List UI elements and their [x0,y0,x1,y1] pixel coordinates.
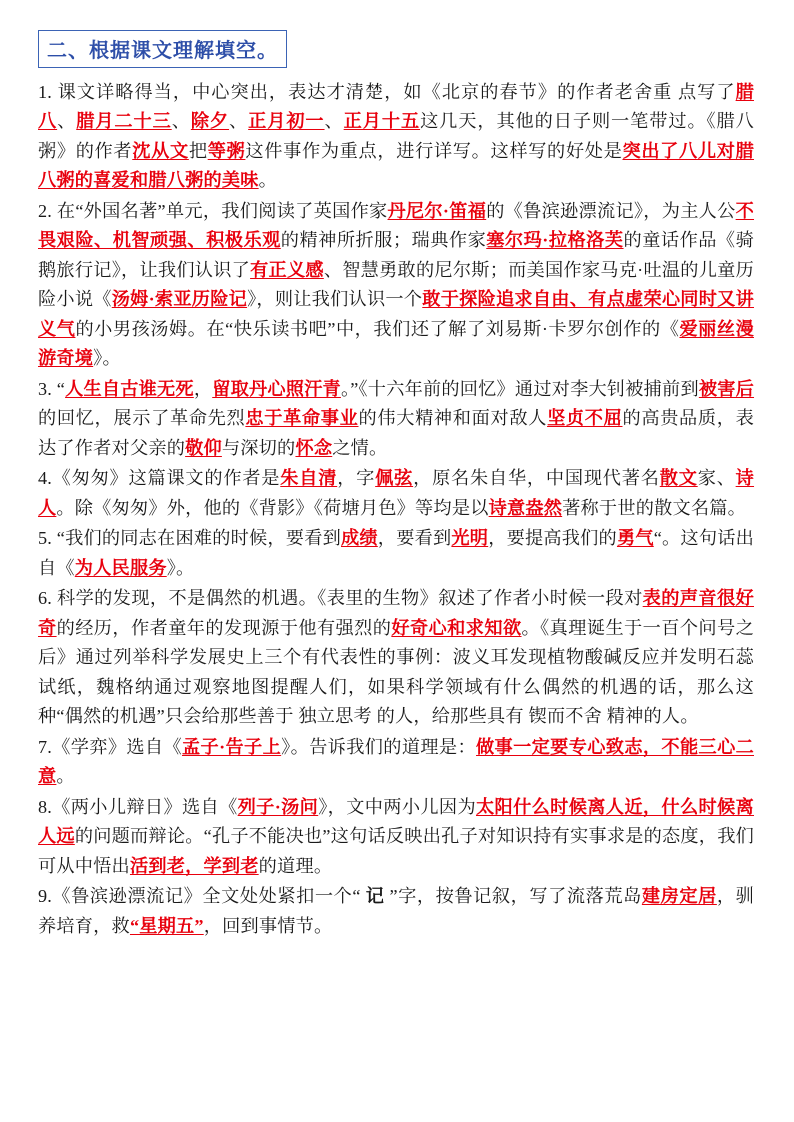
static-text: 这件事作为重点，进行详写。这样写的好处是 [245,140,623,161]
answer-blank-text: 忠于革命事业 [245,408,359,429]
answer-blank-text: 腊八 [38,82,754,132]
static-text: ，驯养培育，救 [38,886,754,936]
answer-blank-text: 丹尼尔·笛福 [387,200,487,221]
static-text: 4.《匆匆》这篇课文的作者是 [38,468,281,489]
static-text: 、 [229,111,249,132]
answer-blank-text: 建房定居 [641,886,717,907]
answer-blank-text: 敢于探险追求自由、有点虚荣心同时又讲义气 [38,289,754,339]
static-text: “。这句话出自《 [38,528,754,578]
answer-blank-text: 除夕 [190,111,230,132]
answer-blank-text: 光明 [451,528,489,549]
answer-blank-text: 不畏艰险、机智顽强、积极乐观 [38,200,755,251]
paragraph [38,197,754,374]
static-text: ， [193,378,213,399]
paragraph [38,464,754,523]
answer-blank-text: 等粥 [207,140,246,161]
static-text: 《真理诞生于一百个问号之后》通过列举科学发展史上三个有代表性的事例：波义耳发现植物酸碱反应并发明石蕊试纸，魏格纳通过观察地图提醒人们，如果科学领域有什么偶然的机遇的话，那么这种“偶然的机遇”只会给那些善于 独立思考 的人，给那些具有 锲而不舍 精神的人。 [38,617,755,727]
paragraph [38,882,754,941]
static-text: ，字 [337,468,376,489]
static-text: ”字，按鲁记叙，写了流落荒岛 [384,886,642,907]
static-text: 。”《十六年前的回忆》通过对李大钊被捕前到 [340,378,699,399]
paragraph [38,375,754,463]
static-text: 这几天，其他的日子则一笔带过。《腊八粥》的作者 [38,111,755,161]
static-text: 的童话作品《骑鹅旅行记》，让我们认识了 [38,230,754,280]
answer-blank-text: 爱丽丝漫游奇境 [38,318,754,369]
paragraph [38,793,754,881]
static-text: ，要提高我们的 [488,528,617,549]
static-text: 的回忆，展示了革命先烈 [38,408,246,429]
static-text: 重 点写了 [653,82,736,102]
static-text: 6. 科学的发现，不是偶然的机遇。《表里的生物》叙述了作者小时候一段对 [38,588,643,609]
static-text: 之情。 [332,437,388,458]
static-text: 1. 课文详略得当，中心突出，表达才清楚，如《北京的春节》的作者老舍 [38,82,654,102]
answer-blank-text: 敬仰 [185,437,222,458]
answer-blank-text: 坚贞不屈 [547,408,623,429]
answer-blank-text: 做事一定要专心致志，不能三心二意 [38,736,754,787]
static-text: 。除《匆匆》外，他的《背影》《荷塘月色》等均是以 [56,497,489,518]
static-text: 5. “我们的同志在困难的时候，要看到 [38,528,341,549]
static-text: 》，则让我们认识一个 [247,289,423,310]
static-text: 著称于世的散文名篇。 [562,497,747,518]
answer-blank-text: 诗意盎然 [488,497,563,518]
answer-blank-text: 人生自古谁无死 [65,378,194,399]
answer-blank-text: 佩弦 [375,468,414,489]
static-text: ，回到事情节。 [203,915,333,936]
answer-blank-text: 为人民服务 [74,557,167,578]
static-text: 8.《两小儿辩日》选自《 [38,796,238,817]
static-text: ，要看到 [377,528,452,549]
answer-blank-text: 留取丹心照汗青 [212,378,341,399]
static-text: 》。 [166,557,195,578]
answer-blank-text: 腊月二十三 [76,111,172,132]
paragraph [38,584,754,731]
static-text: 、 [324,111,344,132]
static-text: 7.《学弈》选自《 [38,736,182,757]
static-text: ，原名朱自华，中国现代著名 [413,468,660,489]
emphasis-text: 记 [365,886,385,907]
static-text: 2. 在“外国名著”单元，我们阅读了英国作家 [38,200,388,221]
section-heading: 二、根据课文理解填空。 [38,30,287,68]
answer-blank-text: 朱自清 [280,468,338,489]
static-text: 的小男孩汤姆。在“快乐读书吧”中，我们还了解了刘易斯·卡罗尔创作的《 [75,318,680,339]
static-text: 的《鲁滨逊漂流记》，为主人公 [486,200,736,221]
answer-blank-text: 突出了八儿对腊八粥的喜爱和腊八粥的美味 [38,140,754,191]
answer-blank-text: 被害后 [698,378,755,399]
static-text: 9.《鲁滨逊漂流记》全文处处紧扣一个“ [38,886,366,907]
static-text: 、 [171,111,191,132]
static-text: 的精神所折服；瑞典作家 [280,230,487,251]
answer-blank-text: 孟子·告子上 [182,736,282,757]
static-text: 与深切的 [221,437,296,458]
static-text: 》，文中两小儿因为 [318,796,476,817]
answer-blank-text: 表的声音很好奇 [38,588,754,638]
answer-blank-text: 列子·汤问 [237,796,319,817]
static-text: 的问题而辩论。“孔子不能决也”这句话反映出孔子对知识持有实事求是的态度，我们可从中悟出 [38,826,754,876]
answer-blank-text: 怀念 [295,437,333,458]
answer-blank-text: 正月初一 [248,111,325,132]
static-text: 》。 [93,348,121,369]
paragraph [38,524,754,583]
static-text: 。 [258,170,278,191]
document-body [38,78,754,941]
static-text: 3. “ [38,378,66,399]
paragraph [38,78,754,196]
static-text: 。 [56,766,75,787]
answer-blank-text: “星期五” [129,915,204,936]
static-text: 的经历，作者童年的发现源于他有强烈的 [56,617,392,638]
answer-blank-text: 成绩 [341,528,378,549]
answer-blank-text: 好奇心和求知欲 [391,617,522,638]
static-text: 的高贵品质，表达了作者对父亲的 [38,408,754,458]
answer-blank-text: 诗人 [38,468,755,518]
answer-blank-text: 汤姆·索亚历险记 [111,289,248,310]
static-text: 的道理。 [258,855,333,876]
answer-blank-text: 沈从文 [132,140,189,161]
static-text: 、 [57,111,77,132]
static-text: 》。告诉我们的道理是： [281,736,477,757]
answer-blank-text: 散文 [659,468,698,489]
static-text: 、智慧勇敢的尼尔斯；而美国作家马克·吐温的儿童历险小说《 [38,259,754,310]
static-text: 家、 [697,468,736,489]
static-text: 把 [188,140,208,161]
answer-blank-text: 正月十五 [343,111,421,132]
answer-blank-text: 有正义感 [250,259,324,280]
answer-blank-text: 塞尔玛·拉格洛芙 [486,230,624,251]
paragraph [38,733,754,792]
answer-blank-text: 活到老，学到老 [129,855,259,876]
static-text: 的伟大精神和面对敌人 [358,408,548,429]
answer-blank-text: 太阳什么时候离人近，什么时候离人远 [38,796,754,847]
static-text: 。 [521,617,541,638]
answer-blank-text: 勇气 [616,528,654,549]
